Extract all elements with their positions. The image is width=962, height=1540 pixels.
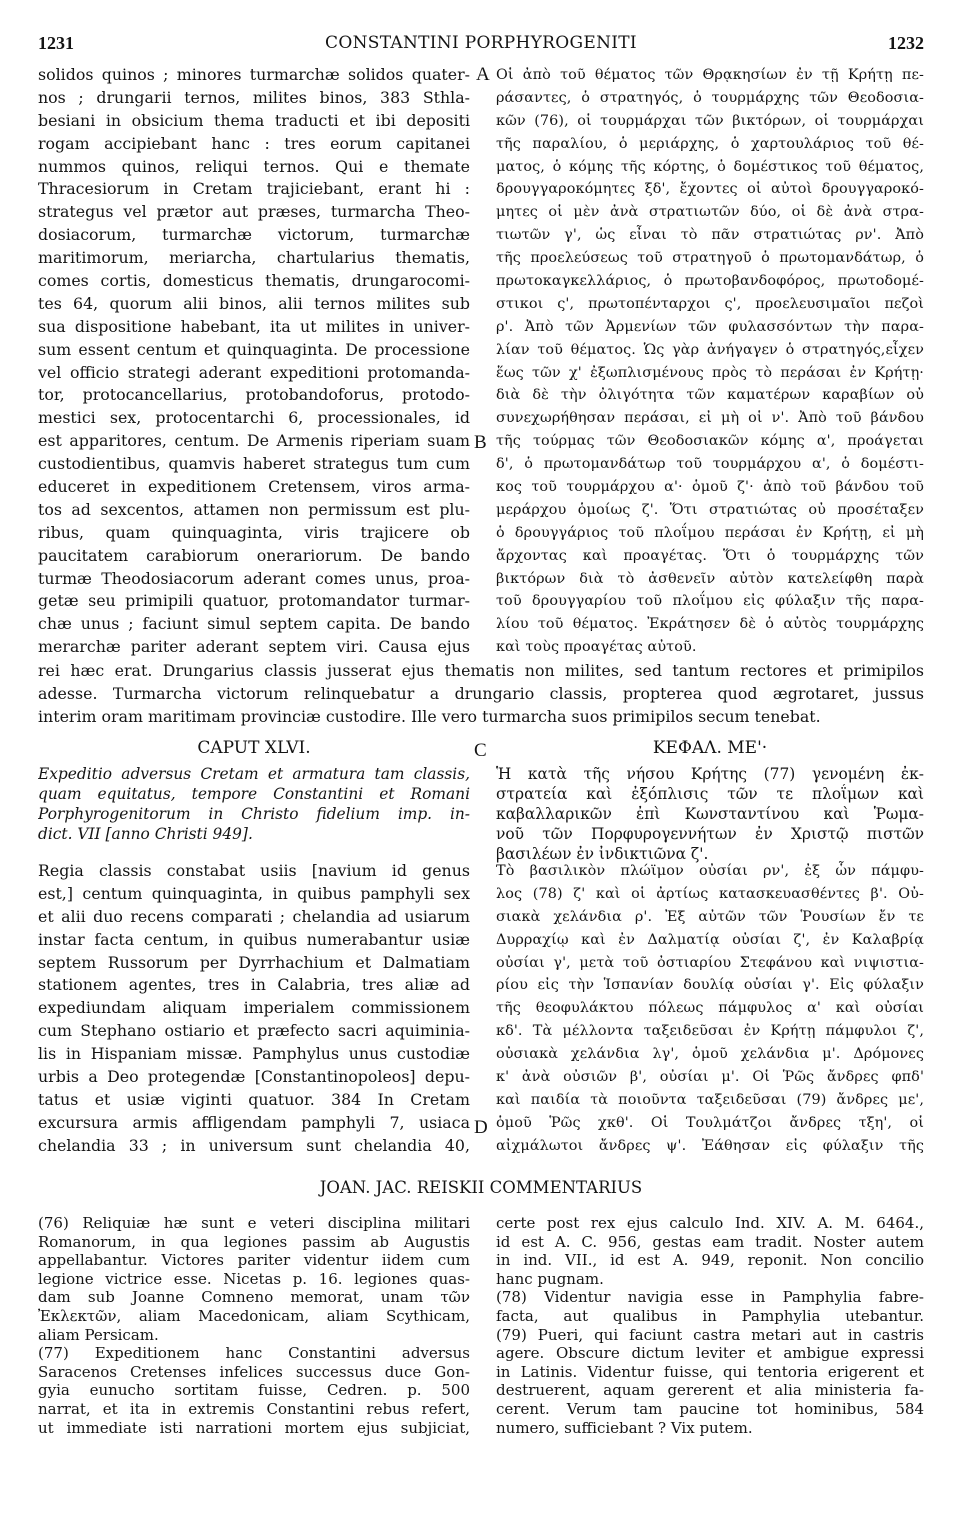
text-line: turmæ Theodosiacorum aderant comes unus, proa- — [38, 568, 470, 588]
text-line: τῆς προελεύσεως τοῦ στρατηγοῦ ὁ πρωτομανδάτωρ, ὁ — [496, 250, 924, 267]
text-line: λος (78) ζ' καὶ οἱ ἀρτίως κατασκευασθέντες β'. Οὐ- — [496, 885, 924, 902]
text-line: λίαν τοῦ θέματος. Ὡς γὰρ ἀνήγαγεν ὁ στρατηγός,εἶχεν — [496, 341, 924, 358]
commentary-line: numero, sufficiebant ? Vix putem. — [496, 1418, 753, 1437]
text-line: interim oram maritimam provinciæ custodire. Ille vero turmarcha suos primipilos secum tenebat. — [38, 706, 821, 726]
text-line: rogam accipiebant hanc : tres eorum capitanei — [38, 133, 470, 153]
text-line: nos ; drungarii ternos, milites binos, 383 Sthla- — [38, 87, 470, 107]
text-line: est,] centum quinquaginta, in quibus pamphyli sex — [38, 883, 470, 903]
commentary-line: Romanorum, in qua legiones passim ab Augustis — [38, 1232, 470, 1251]
running-title: CONSTANTINI PORPHYROGENITI — [325, 33, 637, 53]
text-line: τοῦ δρουγγαρίου τοῦ πλοΐμου εἰς φύλαξιν τῆς παρα- — [496, 593, 924, 610]
commentary-line: legione victrice esse. Nicetas p. 16. legiones quas- — [38, 1269, 470, 1288]
commentary-line: certe post rex ejus calculo Ind. XIV. A. M. 6464., — [496, 1214, 924, 1232]
page-header — [38, 33, 924, 55]
text-line: rei hæc erat. Drungarius classis jusserat ejus thematis non milites, sed tantum rectores et primipilos — [38, 661, 924, 680]
text-line: Thracesiorum in Cretam trajiciebant, erant hi : — [38, 179, 470, 199]
text-line: σιακὰ χελάνδια ρ'. Ἐξ αὐτῶν τῶν Ῥουσίων ἔν τε — [496, 908, 924, 925]
text-line: Οἱ ἀπὸ τοῦ θέματος τῶν Θρᾳκησίων ἐν τῇ Κρήτῃ πε- — [496, 67, 924, 83]
text-line: στικοι ς', πρωτοπένταρχοι ς', προελευσιμαῖοι πεζοὶ — [496, 295, 924, 312]
text-line: ὁμοῦ Ῥῶς χκθ'. Οἱ Τουλμάτζοι ἄνδρες τξη', οἱ — [496, 1114, 924, 1131]
caption-line: βασιλέων ἐν ἰνδικτιῶνα ζ'. — [496, 845, 709, 863]
commentary-line: gyia eunucho sortitam fuisse, Cedren. p. 500 — [38, 1381, 470, 1400]
text-line: mestici sex, protocentarchi 6, processionales, id — [38, 408, 470, 428]
commentary-line: (78) Videntur navigia esse in Pamphylia fabre- — [496, 1288, 924, 1307]
caption-line: στρατεία καὶ ἐξόπλισις τῶν τε πλοΐμων καὶ — [496, 785, 924, 803]
text-line: tos ad sexcentos, attamen non permissum est plu- — [38, 499, 470, 519]
text-line: tor, protocancellarius, protobandoforus, protodo- — [38, 385, 470, 405]
text-line: δρουγγαροκόμητες ξδ', ἔχοντες οἱ αὐτοὶ δρουγγαροκό- — [496, 181, 924, 198]
text-line: κῶν (76), οἱ τουρμάρχαι τῶν βικτόρων, οἱ τουρμάρχαι — [496, 112, 924, 129]
latin-chapter-caption — [38, 764, 470, 844]
text-line: dosiacorum, turmarchæ victorum, turmarchæ — [38, 225, 470, 245]
text-line: κ' ἀνὰ οὐσιῶν β', οὐσίαι μ'. Οἱ Ῥῶς ἄνδρες φπδ' — [496, 1069, 924, 1086]
text-line: αἰχμάλωτοι ἄνδρες ψ'. Ἐάθησαν εἰς φύλαξιν τῆς — [496, 1137, 924, 1154]
text-line: besiani in obsicium thema traducti et ibi depositi — [38, 110, 470, 130]
commentary-line: in Latinis. Videntur fuisse, qui tentoria erigerent et — [496, 1362, 924, 1381]
text-line: τῆς τούρμας τῶν Θεοδοσιακῶν κόμης α', προάγεται — [496, 433, 924, 450]
text-line: paucitatem carabiorum onerariorum. De bando — [38, 545, 470, 565]
text-line: δ', ὁ πρωτομανδάτωρ τοῦ τουρμάρχου α', ὁ δομέστι- — [496, 456, 924, 473]
text-line: sum essent centum et quinquaginta. De processione — [38, 339, 470, 359]
commentary-line: id est A. C. 956, gestas eam tradit. Noster autem — [496, 1232, 924, 1251]
commentary-right-column — [496, 1214, 924, 1437]
section-marker-d: D — [474, 1117, 488, 1138]
caption-line: νοῦ τῶν Πορφυρογεννήτων ἐν Χριστῷ πιστῶν — [496, 825, 924, 843]
text-line: διὰ δὲ τὴν ὀλιγότητα τῶν καματέρων καραβίων οὐ — [496, 387, 924, 404]
commentary-line: ut immediate isti narrationi mortem ejus subjiciat, — [38, 1418, 470, 1437]
text-line: τιωτῶν γ', ὡς εἶναι τὸ πᾶν στρατιώτας ρν'. Ἀπὸ — [496, 227, 924, 244]
text-line: custodientibus, quamvis haberet strategus tum cum — [38, 454, 470, 474]
text-line: καὶ παιδία τὰ ποιοῦντα ταξειδεῦσαι (79) ἄνδρες με', — [496, 1091, 924, 1108]
text-line: ὁ δρουγγάριος τοῦ πλοΐμου περάσαι ἐν Κρήτῃ, εἰ μὴ — [496, 524, 924, 541]
text-line: τῆς θεοφυλάκτου πόλεως πάμφυλος α' καὶ οὐσίαι — [496, 1000, 924, 1017]
commentary-line: (79) Pueri, qui faciunt castra metari aut in castris — [496, 1325, 924, 1344]
latin-full-width — [38, 660, 924, 729]
greek-chapter-title: ΚΕΦΑΛ. ΜΕ'· — [652, 738, 768, 758]
text-line: expediundam aliquam imperialem commissionem — [38, 998, 470, 1018]
page-number-right: 1232 — [888, 33, 924, 53]
text-line: Δυρραχίῳ καὶ ἐν Δαλματίᾳ οὐσίαι ζ', ἐν Καλαβρίᾳ — [496, 931, 924, 948]
text-line: nummos quinos, reliqui ternos. Qui e themate — [38, 156, 470, 176]
latin-chapter-title: CAPUT XLVI. — [197, 738, 311, 758]
text-line: ἕως τῶν χ' ἐξωπλισμένους πρὸς τὸ περάσαι ἐν Κρήτῃ· — [496, 364, 924, 381]
text-line: solidos quinos ; minores turmarchæ solidos quater- — [38, 65, 470, 84]
commentary-line: in ind. VII., id est A. 949, reponit. Non concilio — [496, 1251, 924, 1270]
text-line: ράσαντες, ὁ στρατηγός, ὁ τουρμάρχης τῶν Θεοδοσια- — [496, 89, 924, 106]
text-line: urbis a Deo protegendæ [Constantinopoleos] depu- — [38, 1067, 470, 1087]
text-line: cum Stephano ostiario et præfecto sacri aquiminia- — [38, 1021, 470, 1041]
section-marker-b: B — [474, 432, 487, 453]
text-line: adesse. Turmarcha victorum relinquebatur a drungario classis, propterea quod ægrotaret, jussus — [38, 683, 924, 703]
commentary-line: (76) Reliquiæ hæ sunt e veteri disciplina militari — [38, 1214, 470, 1232]
greek-column-bottom — [496, 860, 924, 1158]
text-line: tatus et usiæ viginti quatuor. 384 In Cretam — [38, 1089, 470, 1109]
text-line: ματος, ὁ κόμης τῆς κόρτης, ὁ δομέστικος τοῦ θέματος, — [496, 158, 924, 175]
text-line: συνεχωρήθησαν περάσαι, εἰ μὴ οἱ ν'. Ἀπὸ τοῦ βάνδου — [496, 410, 924, 427]
greek-chapter-caption — [496, 764, 924, 864]
caption-line: Expeditio adversus Cretam et armatura tam classis, — [38, 765, 470, 783]
text-line: tes 64, quorum alii binos, alii ternos milites sub — [38, 293, 470, 313]
commentary-line: agere. Obscure dictum leviter et ambigue expressi — [496, 1344, 924, 1363]
text-line: maritimorum, meriarcha, chartularius thematis, — [38, 248, 470, 268]
latin-column-top — [38, 64, 470, 659]
text-line: merarchæ pariter aderant septem viri. Causa ejus — [38, 637, 470, 657]
commentary-left-column — [38, 1214, 470, 1437]
caption-line: quam equitatus, tempore Constantini et Romani — [38, 785, 470, 803]
text-line: vel officio strategi aderant expeditioni protomanda- — [38, 362, 470, 382]
text-line: stationem agentes, tres in Calabria, tres aliæ ad — [38, 975, 470, 995]
commentary-line: appellabantur. Victores pariter videntur iidem cum — [38, 1251, 470, 1270]
text-line: πρωτοκαγκελλάριος, ὁ πρωτοβανδοφόρος, πρωτοδομέ- — [496, 273, 924, 290]
commentary-line: destruerent, aquam gererent et alia ministeria fa- — [496, 1381, 924, 1400]
text-line: strategus vel prætor aut præses, turmarcha Theo- — [38, 202, 470, 222]
caption-line: dict. VII [anno Christi 949]. — [38, 825, 253, 843]
caption-line: Porphyrogenitorum in Christo fidelium imp. in- — [38, 805, 470, 823]
text-line: κδ'. Τὰ μέλλοντα ταξειδεῦσαι ἐν Κρήτῃ πάμφυλοι ζ', — [496, 1023, 924, 1040]
text-line: ribus, quam quinquaginta, viris trajicere ob — [38, 522, 470, 542]
text-line: sua dispositione habebant, ita ut milites in univer- — [38, 316, 470, 336]
text-line: septem Russorum per Dyrrhachium et Dalmatiam — [38, 952, 470, 972]
text-line: οὐσιακὰ χελάνδια λγ', ὁμοῦ χελάνδια μ'. Δρόμονες — [496, 1046, 924, 1063]
text-line: est apparitores, centum. De Armenis riperiam suam — [38, 431, 470, 451]
caption-line: καβαλλαρικῶν ἐπὶ Κωνσταντίνου καὶ Ῥωμα- — [496, 805, 924, 823]
text-line: οὐσίαι γ', μετὰ τοῦ ὀστιαρίου Στεφάνου καὶ νιψιστια- — [496, 954, 924, 971]
text-line: comes cortis, domesticus thematis, drungarocomi- — [38, 271, 470, 291]
caption-line: Ἡ κατὰ τῆς νήσου Κρήτης (77) γενομένη ἐκ- — [496, 765, 924, 783]
text-line: Regia classis constabat usiis [navium id genus — [38, 861, 470, 880]
text-line: Τὸ βασιλικὸν πλώϊμον οὐσίαι ρν', ἐξ ὧν πάμφυ- — [496, 863, 924, 879]
commentary-line: (77) Expeditionem hanc Constantini adversus — [38, 1344, 470, 1363]
text-line: ρίου εἰς τὴν Ἱσπανίαν δουλίᾳ οὐσίαι γ'. Εἰς φύλαξιν — [496, 977, 924, 994]
section-marker-a: A — [476, 64, 490, 85]
text-line: chæ unus ; faciunt simul septem capita. De bando — [38, 614, 470, 634]
commentary-line: Saracenos Cretenses infelices successus duce Gon- — [38, 1362, 470, 1381]
text-line: educeret in expeditionem Cretensem, viros arma- — [38, 477, 470, 497]
commentary-line: facta, aut qualibus in Pamphylia utebantur. — [496, 1306, 924, 1325]
commentary-line: aliam Persicam. — [38, 1325, 159, 1344]
text-line: βικτόρων διὰ τὸ ἀσθενεῖν αὐτὸν κατελείφθη παρὰ — [496, 570, 924, 587]
latin-column-bottom — [38, 860, 470, 1158]
text-line: getæ seu primipili quatuor, protomandator turmar- — [38, 591, 470, 611]
text-line: et alii duo recens comparati ; chelandia ad usiarum — [38, 906, 470, 926]
text-line: κος τοῦ τουρμάρχου α'· ὁμοῦ ζ'· ἀπὸ τοῦ βάνδου τοῦ — [496, 479, 924, 496]
page-number-left: 1231 — [38, 33, 74, 53]
text-line: μεράρχου ὁμοίως ζ'. Ὅτι στρατιώτας οὐ προσέταξεν — [496, 501, 924, 518]
text-line: τῆς παραλίου, ὁ μεριάρχης, ὁ χαρτουλάριος τοῦ θέ- — [496, 135, 924, 152]
text-line: chelandia 33 ; in universum sunt chelandia 40, — [38, 1135, 470, 1155]
text-line: καὶ τοὺς προαγέτας αὐτοῦ. — [496, 639, 697, 656]
text-line: ἄρχοντας καὶ προαγέτας. Ὅτι ὁ τουρμάρχης τῶν — [496, 547, 924, 564]
greek-column-top — [496, 64, 924, 659]
commentary-line: hanc pugnam. — [496, 1269, 604, 1288]
commentary-line: Ἐκλεκτῶν, aliam Macedonicam, aliam Scythicam, — [38, 1306, 470, 1325]
section-marker-c: C — [474, 740, 487, 761]
text-line: μητες οἱ μὲν ἀνὰ στρατιωτῶν δύο, οἱ δὲ ἀνὰ στρα- — [496, 204, 924, 221]
text-line: λίου τοῦ θέματος. Ἐκράτησεν δὲ ὁ αὐτὸς τουρμάρχης — [496, 616, 924, 633]
commentary-line: cerent. Verum tam paucine tot hominibus, 584 — [496, 1399, 924, 1418]
text-line: ρ'. Ἀπὸ τῶν Ἀρμενίων τῶν φυλασσόντων τὴν παρα- — [496, 318, 924, 335]
commentary-heading: JOAN. JAC. REISKII COMMENTARIUS — [319, 1178, 643, 1197]
text-line: excursura armis affligendam pamphyli 7, usiaca — [38, 1112, 470, 1132]
commentary-line: dam sub Joanne Comneno memorat, unam τῶν — [38, 1288, 470, 1307]
text-line: lis in Hispaniam missæ. Pamphylus unus custodiæ — [38, 1044, 470, 1064]
text-line: instar facta centum, in quibus numerabantur usiæ — [38, 929, 470, 949]
commentary-line: narrat, et ita in extremis Constantini rebus refert, — [38, 1399, 470, 1418]
